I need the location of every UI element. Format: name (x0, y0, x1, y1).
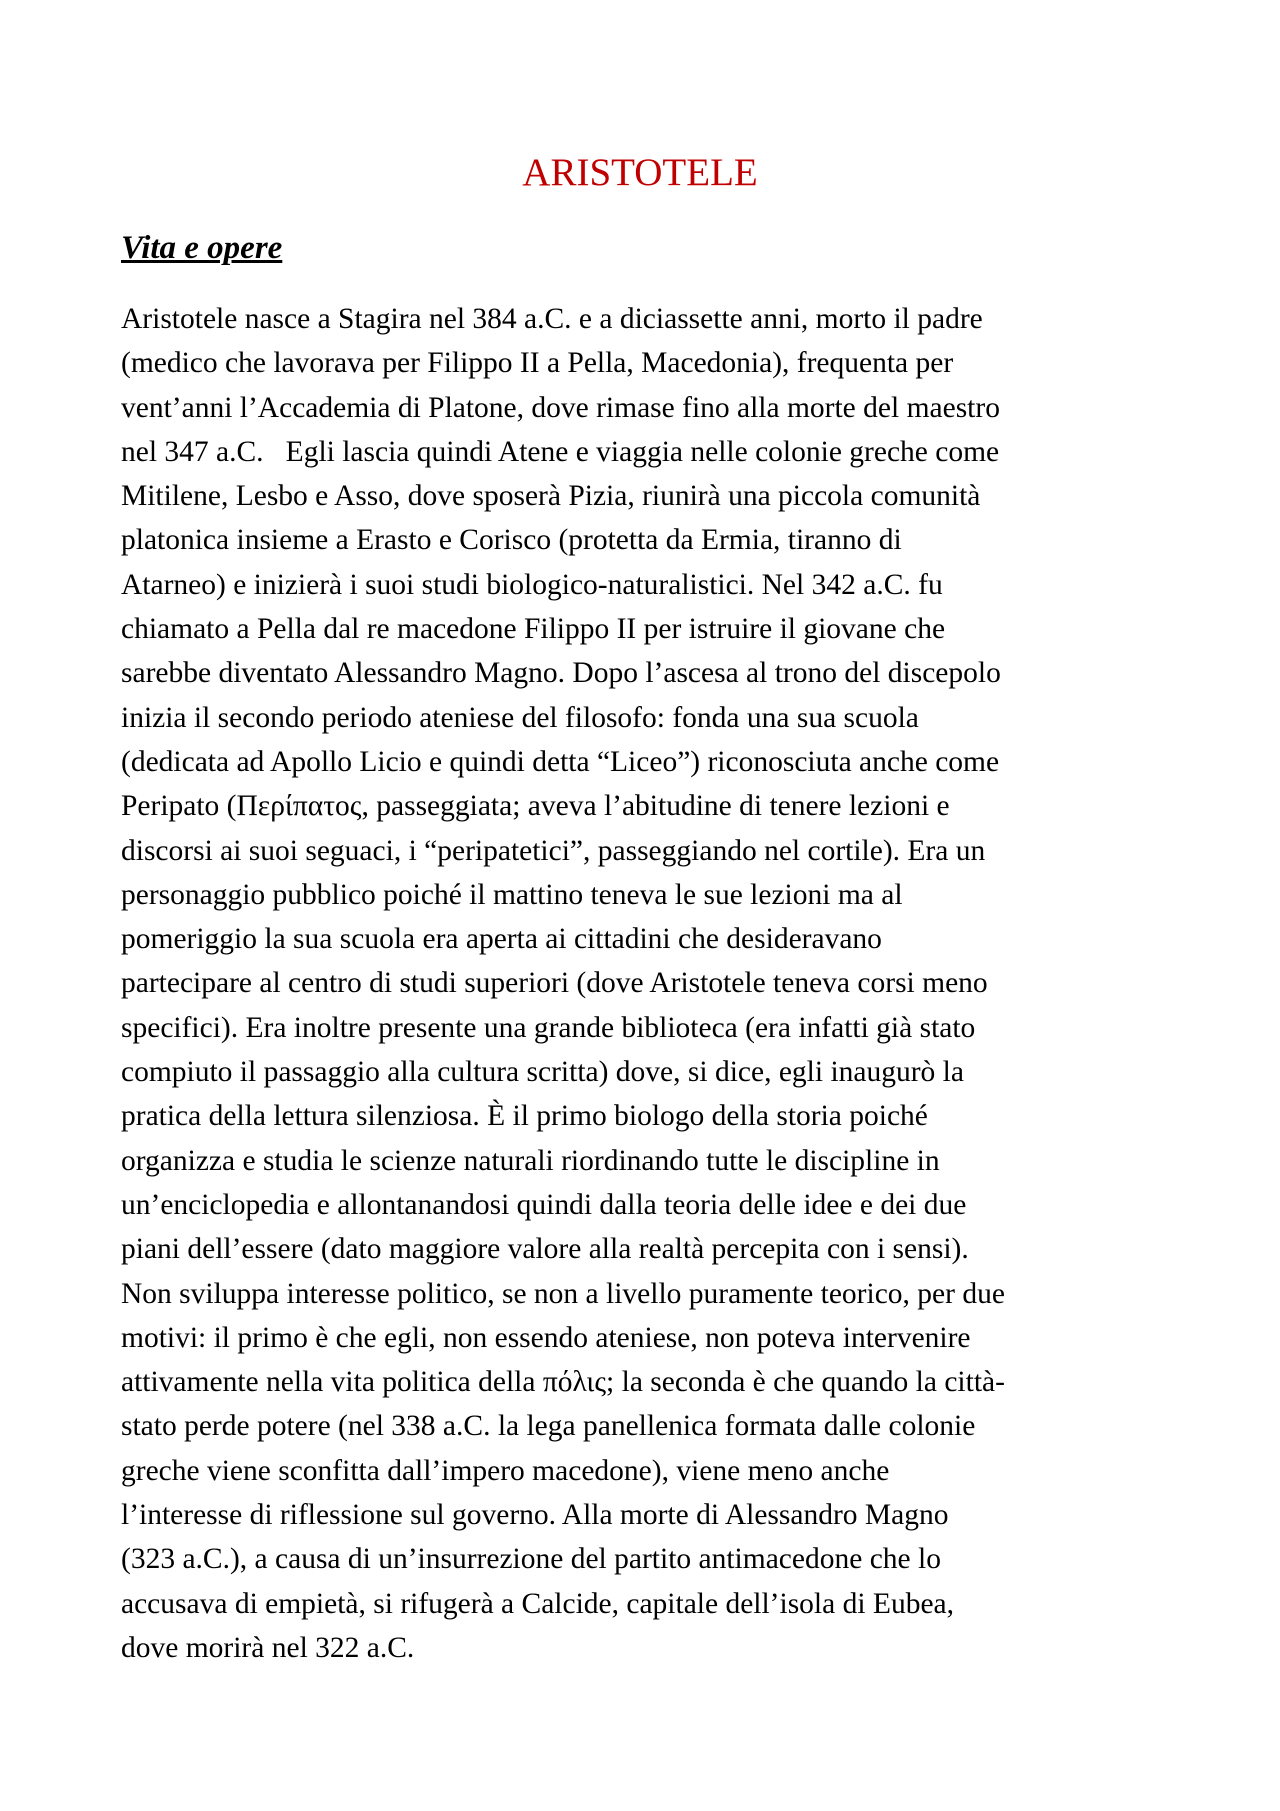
body-line: piani dell’essere (dato maggiore valore alla realtà percepita con i sensi). (121, 1233, 969, 1266)
body-line: discorsi ai suoi seguaci, i “peripatetici”, passeggiando nel cortile). Era un (121, 834, 986, 867)
body-line: compiuto il passaggio alla cultura scritta) dove, si dice, egli inaugurò la (121, 1056, 964, 1089)
body-line: accusava di empietà, si rifugerà a Calcide, capitale dell’isola di Eubea, (121, 1587, 955, 1620)
body-line: l’interesse di riflessione sul governo. Alla morte di Alessandro Magno (121, 1499, 949, 1532)
body-line: pomeriggio la sua scuola era aperta ai cittadini che desideravano (121, 923, 882, 956)
body-line: Mitilene, Lesbo e Asso, dove sposerà Pizia, riunirà una piccola comunità (121, 480, 981, 513)
body-line: platonica insieme a Erasto e Corisco (protetta da Ermia, tiranno di (121, 524, 902, 557)
page-title: ARISTOTELE (522, 151, 758, 194)
body-line: sarebbe diventato Alessandro Magno. Dopo l’ascesa al trono del discepolo (121, 657, 1001, 690)
body-line: un’enciclopedia e allontanandosi quindi dalla teoria delle idee e dei due (121, 1188, 967, 1221)
body-line: vent’anni l’Accademia di Platone, dove rimase fino alla morte del maestro (121, 391, 1000, 424)
body-line: (dedicata ad Apollo Licio e quindi detta “Liceo”) riconosciuta anche come (121, 745, 1000, 778)
section-heading: Vita e opere (121, 230, 283, 266)
body-line: motivi: il primo è che egli, non essendo ateniese, non poteva intervenire (121, 1321, 971, 1354)
body-line: personaggio pubblico poiché il mattino teneva le sue lezioni ma al (121, 878, 903, 911)
body-line: partecipare al centro di studi superiori (dove Aristotele teneva corsi meno (121, 967, 988, 1000)
body-line: Non sviluppa interesse politico, se non a livello puramente teorico, per due (121, 1277, 1005, 1310)
body-line: stato perde potere (nel 338 a.C. la lega panellenica formata dalle colonie (121, 1410, 976, 1443)
body-line: attivamente nella vita politica della πόλις; la seconda è che quando la città- (121, 1366, 1005, 1399)
body-line: specifici). Era inoltre presente una grande biblioteca (era infatti già stato (121, 1011, 976, 1044)
body-line: Peripato (Περίπατος, passeggiata; aveva l’abitudine di tenere lezioni e (121, 790, 950, 823)
body-line: chiamato a Pella dal re macedone Filippo II per istruire il giovane che (121, 613, 946, 646)
body-line: (medico che lavorava per Filippo II a Pella, Macedonia), frequenta per (121, 347, 954, 380)
body-line: pratica della lettura silenziosa. È il primo biologo della storia poiché (121, 1100, 928, 1133)
body-text (121, 297, 1171, 1670)
body-line: greche viene sconfitta dall’impero macedone), viene meno anche (121, 1454, 890, 1487)
body-line: (323 a.C.), a causa di un’insurrezione del partito antimacedone che lo (121, 1543, 941, 1576)
body-line: dove morirà nel 322 a.C. (121, 1631, 415, 1664)
body-line: Atarneo) e inizierà i suoi studi biologico-naturalistici. Nel 342 a.C. fu (121, 568, 943, 601)
body-line: organizza e studia le scienze naturali riordinando tutte le discipline in (121, 1144, 940, 1177)
body-line: inizia il secondo periodo ateniese del filosofo: fonda una sua scuola (121, 701, 919, 734)
body-line: Aristotele nasce a Stagira nel 384 a.C. e a diciassette anni, morto il padre (121, 303, 983, 335)
body-line: nel 347 a.C. Egli lascia quindi Atene e viaggia nelle colonie greche come (121, 435, 1000, 468)
